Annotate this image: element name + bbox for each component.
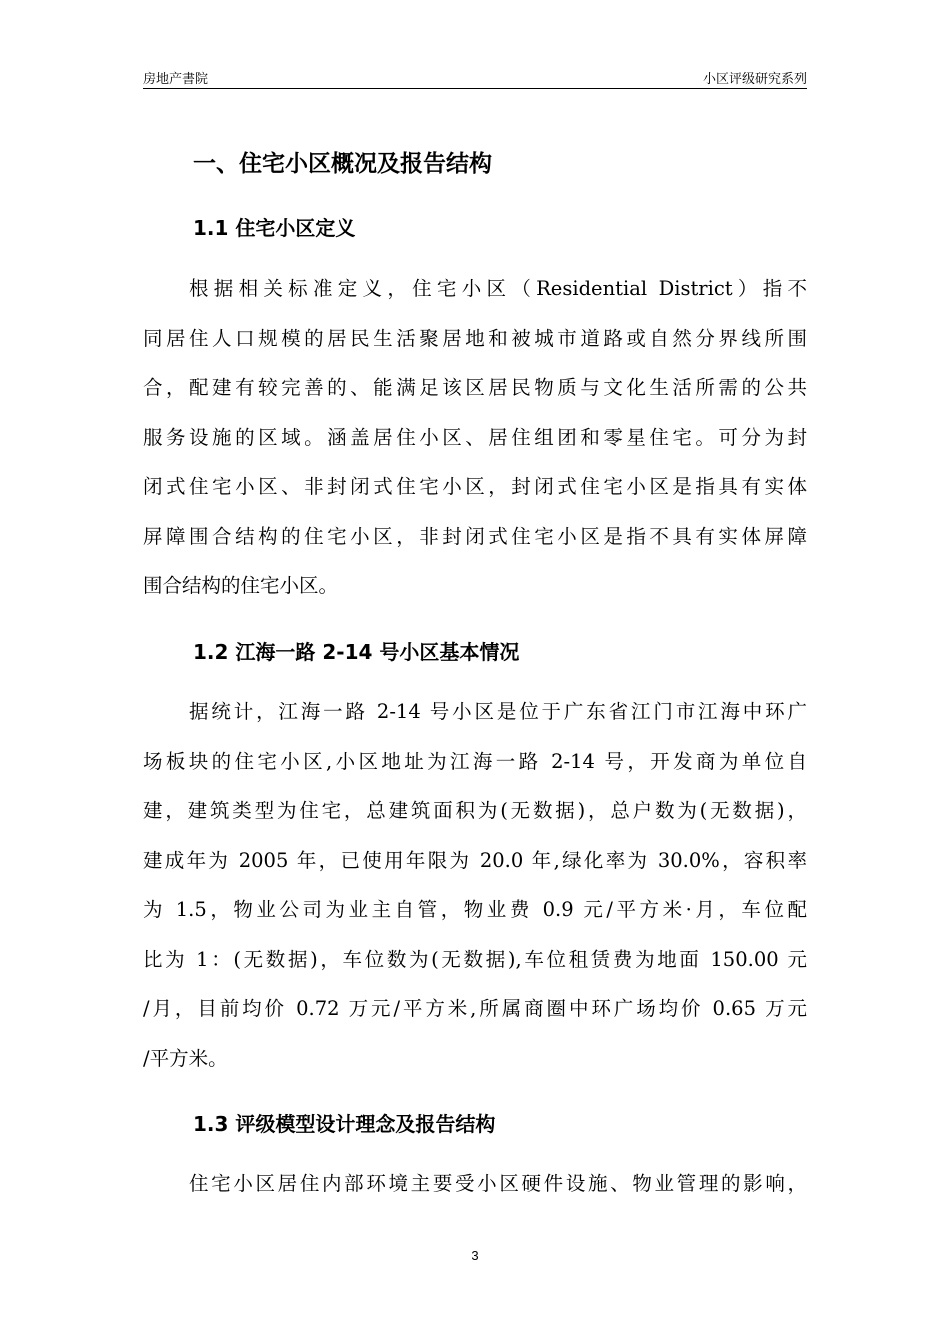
chapter-title: 一、住宅小区概况及报告结构 bbox=[193, 151, 492, 177]
section-heading-1-2: 1.2 江海一路 2-14 号小区基本情况 bbox=[193, 640, 520, 664]
section-paragraph-1-2 bbox=[143, 687, 807, 1083]
page-number: 3 bbox=[471, 1248, 479, 1263]
paragraph-line: /平方米。 bbox=[143, 1046, 228, 1070]
header-divider bbox=[143, 88, 807, 89]
paragraph-line: 建成年为 2005 年，已使用年限为 20.0 年,绿化率为 30.0%，容积率 bbox=[143, 848, 807, 872]
section-paragraph-1-1 bbox=[143, 264, 807, 611]
section-heading-1-1: 1.1 住宅小区定义 bbox=[193, 216, 356, 240]
section-paragraph-1-3 bbox=[143, 1159, 807, 1209]
section-heading-1-3: 1.3 评级模型设计理念及报告结构 bbox=[193, 1112, 496, 1136]
header-right-text: 小区评级研究系列 bbox=[702, 71, 807, 86]
page-header bbox=[143, 68, 807, 88]
paragraph-line: 服务设施的区域。涵盖居住小区、居住组团和零星住宅。可分为封 bbox=[143, 425, 807, 449]
paragraph-line: 场板块的住宅小区,小区地址为江海一路 2-14 号，开发商为单位自 bbox=[143, 749, 807, 773]
paragraph-line: 住宅小区居住内部环境主要受小区硬件设施、物业管理的影响， bbox=[189, 1172, 807, 1195]
paragraph-line: 围合结构的住宅小区。 bbox=[143, 574, 339, 597]
paragraph-line: 屏障围合结构的住宅小区，非封闭式住宅小区是指不具有实体屏障 bbox=[143, 524, 807, 548]
paragraph-line: 据统计，江海一路 2-14 号小区是位于广东省江门市江海中环广 bbox=[189, 700, 807, 723]
paragraph-line: 合，配建有较完善的、能满足该区居民物质与文化生活所需的公共 bbox=[143, 376, 807, 399]
paragraph-line: 建，建筑类型为住宅，总建筑面积为(无数据)，总户数为(无数据)， bbox=[143, 799, 807, 822]
paragraph-line: 根据相关标准定义，住宅小区（Residential District）指不 bbox=[189, 277, 807, 300]
paragraph-line: 同居住人口规模的居民生活聚居地和被城市道路或自然分界线所围 bbox=[143, 326, 807, 350]
paragraph-line: 为 1.5，物业公司为业主自管，物业费 0.9 元/平方米·月，车位配 bbox=[143, 898, 807, 921]
paragraph-line: 闭式住宅小区、非封闭式住宅小区，封闭式住宅小区是指具有实体 bbox=[143, 475, 807, 498]
paragraph-line: /月，目前均价 0.72 万元/平方米,所属商圈中环广场均价 0.65 万元 bbox=[143, 997, 807, 1020]
paragraph-line: 比为 1：(无数据)，车位数为(无数据),车位租赁费为地面 150.00 元 bbox=[143, 947, 807, 971]
header-left-text: 房地产書院 bbox=[143, 71, 209, 86]
